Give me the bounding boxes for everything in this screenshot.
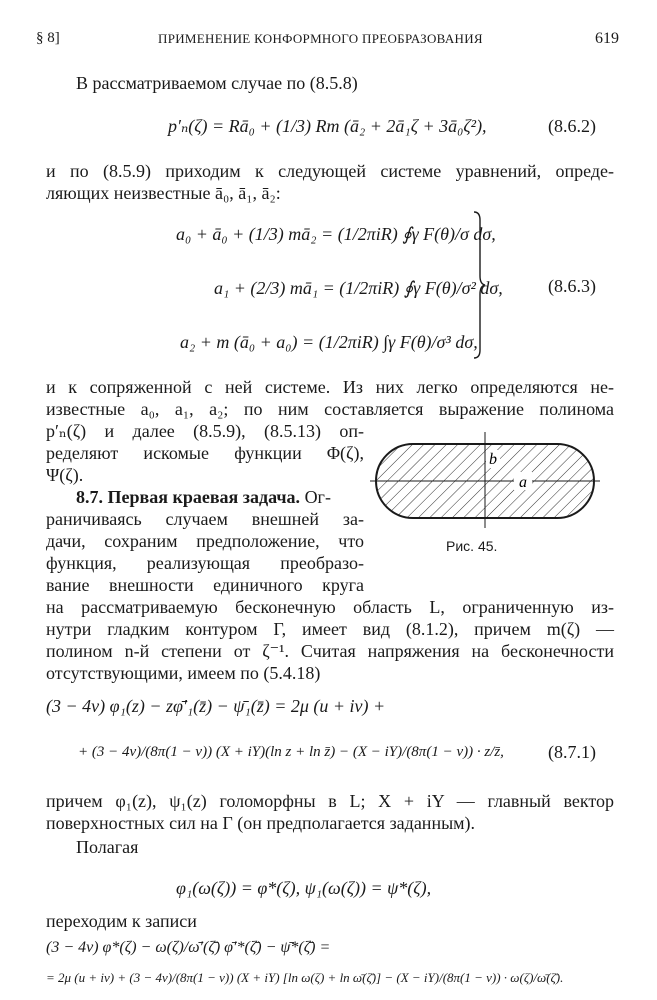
text-line: Ψ(ζ). [46, 465, 84, 485]
text-line: известные a₀, a₁, a₂; по ним составляется выражение полинома [46, 399, 614, 419]
figure-caption: Рис. 45. [446, 538, 498, 554]
text-line: нутри гладким контуром Γ, имеет вид (8.1.2), причем m(ζ) — [46, 619, 614, 639]
section-heading-line [76, 486, 364, 508]
system-equation-1: a₀ + ā₀ + (1/3) mā₂ = (1/2πiR) ∮γ F(θ)/σ dσ, [176, 224, 496, 244]
section-marker: § 8] [36, 30, 60, 46]
page-header [36, 30, 619, 52]
final-equation-line-2: = 2μ (u + iv) + (3 − 4ν)/(8π(1 − ν)) (X + iY) [ln ω(ζ) + ln ω̄(ζ̄)] − (X − iY)/(8π(1 − ν)) · ω(ζ)/ω̄(ζ̄). [46, 970, 564, 985]
text-line: и по (8.5.9) приходим к следующей системе уравнений, опреде- [46, 161, 614, 181]
text-line: функция, реализующая преобразо- [46, 553, 364, 573]
equation-8-7-1-line-2: + (3 − 4ν)/(8π(1 − ν)) (X + iY)(ln z + ln z̄) − (X − iY)/(8π(1 − ν)) · z/z̄, [78, 744, 504, 760]
system-equation-2: a₁ + (2/3) mā₁ = (1/2πiR) ∮γ F(θ)/σ² dσ, [214, 278, 503, 298]
text-line: ляющих неизвестные ā₀, ā₁, ā₂: [46, 183, 281, 203]
text-line: p′ₙ(ζ) и далее (8.5.9), (8.5.13) оп- [46, 421, 364, 441]
figure-label-a: a [519, 474, 527, 491]
text-line: отсутствующими, имеем по (5.4.18) [46, 663, 321, 683]
text-line: вание внешности единичного круга [46, 575, 364, 595]
equation-8-6-2: p′ₙ(ζ) = Rā₀ + (1/3) Rm (ā₂ + 2ā₁ζ + 3ā₀ζ²), [168, 116, 487, 136]
substitution-equation: φ₁(ω(ζ)) = φ*(ζ), ψ₁(ω(ζ)) = ψ*(ζ), [176, 878, 432, 898]
page-number: 619 [595, 30, 619, 47]
text-line: раничиваясь случаем внешней за- [46, 509, 364, 529]
text-line: и к сопряженной с ней системе. Из них легко определяются не- [46, 377, 614, 397]
text-line: переходим к записи [46, 911, 197, 931]
running-title: ПРИМЕНЕНИЕ КОНФОРМНОГО ПРЕОБРАЗОВАНИЯ [158, 31, 483, 46]
text-line: на рассматриваемую бесконечную область L, ограниченную из- [46, 597, 614, 617]
text-line: ределяют искомые функции Φ(ζ), [46, 443, 364, 463]
text-line: полином n-й степени от ζ⁻¹. Считая напряжения на бесконечности [46, 641, 614, 661]
text-line: причем φ₁(z), ψ₁(z) голоморфны в L; X + iY — главный вектор [46, 791, 614, 811]
equation-number: (8.6.3) [548, 276, 596, 296]
text-line: В рассматриваемом случае по (8.5.8) [76, 73, 358, 93]
system-equation-3: a₂ + m (ā₀ + a₀) = (1/2πiR) ∫γ F(θ)/σ³ dσ, [180, 332, 478, 352]
equation-8-7-1-line-1: (3 − 4ν) φ₁(z) − zφ̄′₁(z̄) − ψ̄₁(z̄) = 2μ (u + iv) + [46, 696, 386, 716]
text-line: поверхностных сил на Γ (он предполагается заданным). [46, 813, 476, 833]
system-brace [472, 210, 486, 360]
figure-label-b: b [489, 451, 497, 468]
equation-number: (8.6.2) [548, 116, 596, 136]
figure-45 [370, 430, 600, 530]
text-span: Ог- [300, 487, 331, 507]
section-heading: 8.7. Первая краевая задача. [76, 487, 301, 507]
equation-number: (8.7.1) [548, 742, 596, 762]
final-equation-line-1: (3 − 4ν) φ*(ζ) − ω(ζ)/ω̄′(ζ̄) φ̄′*(ζ̄) − ψ̄*(ζ̄) = [46, 939, 331, 956]
text-line: дачи, сохраним предположение, что [46, 531, 364, 551]
text-line: Полагая [76, 837, 139, 857]
